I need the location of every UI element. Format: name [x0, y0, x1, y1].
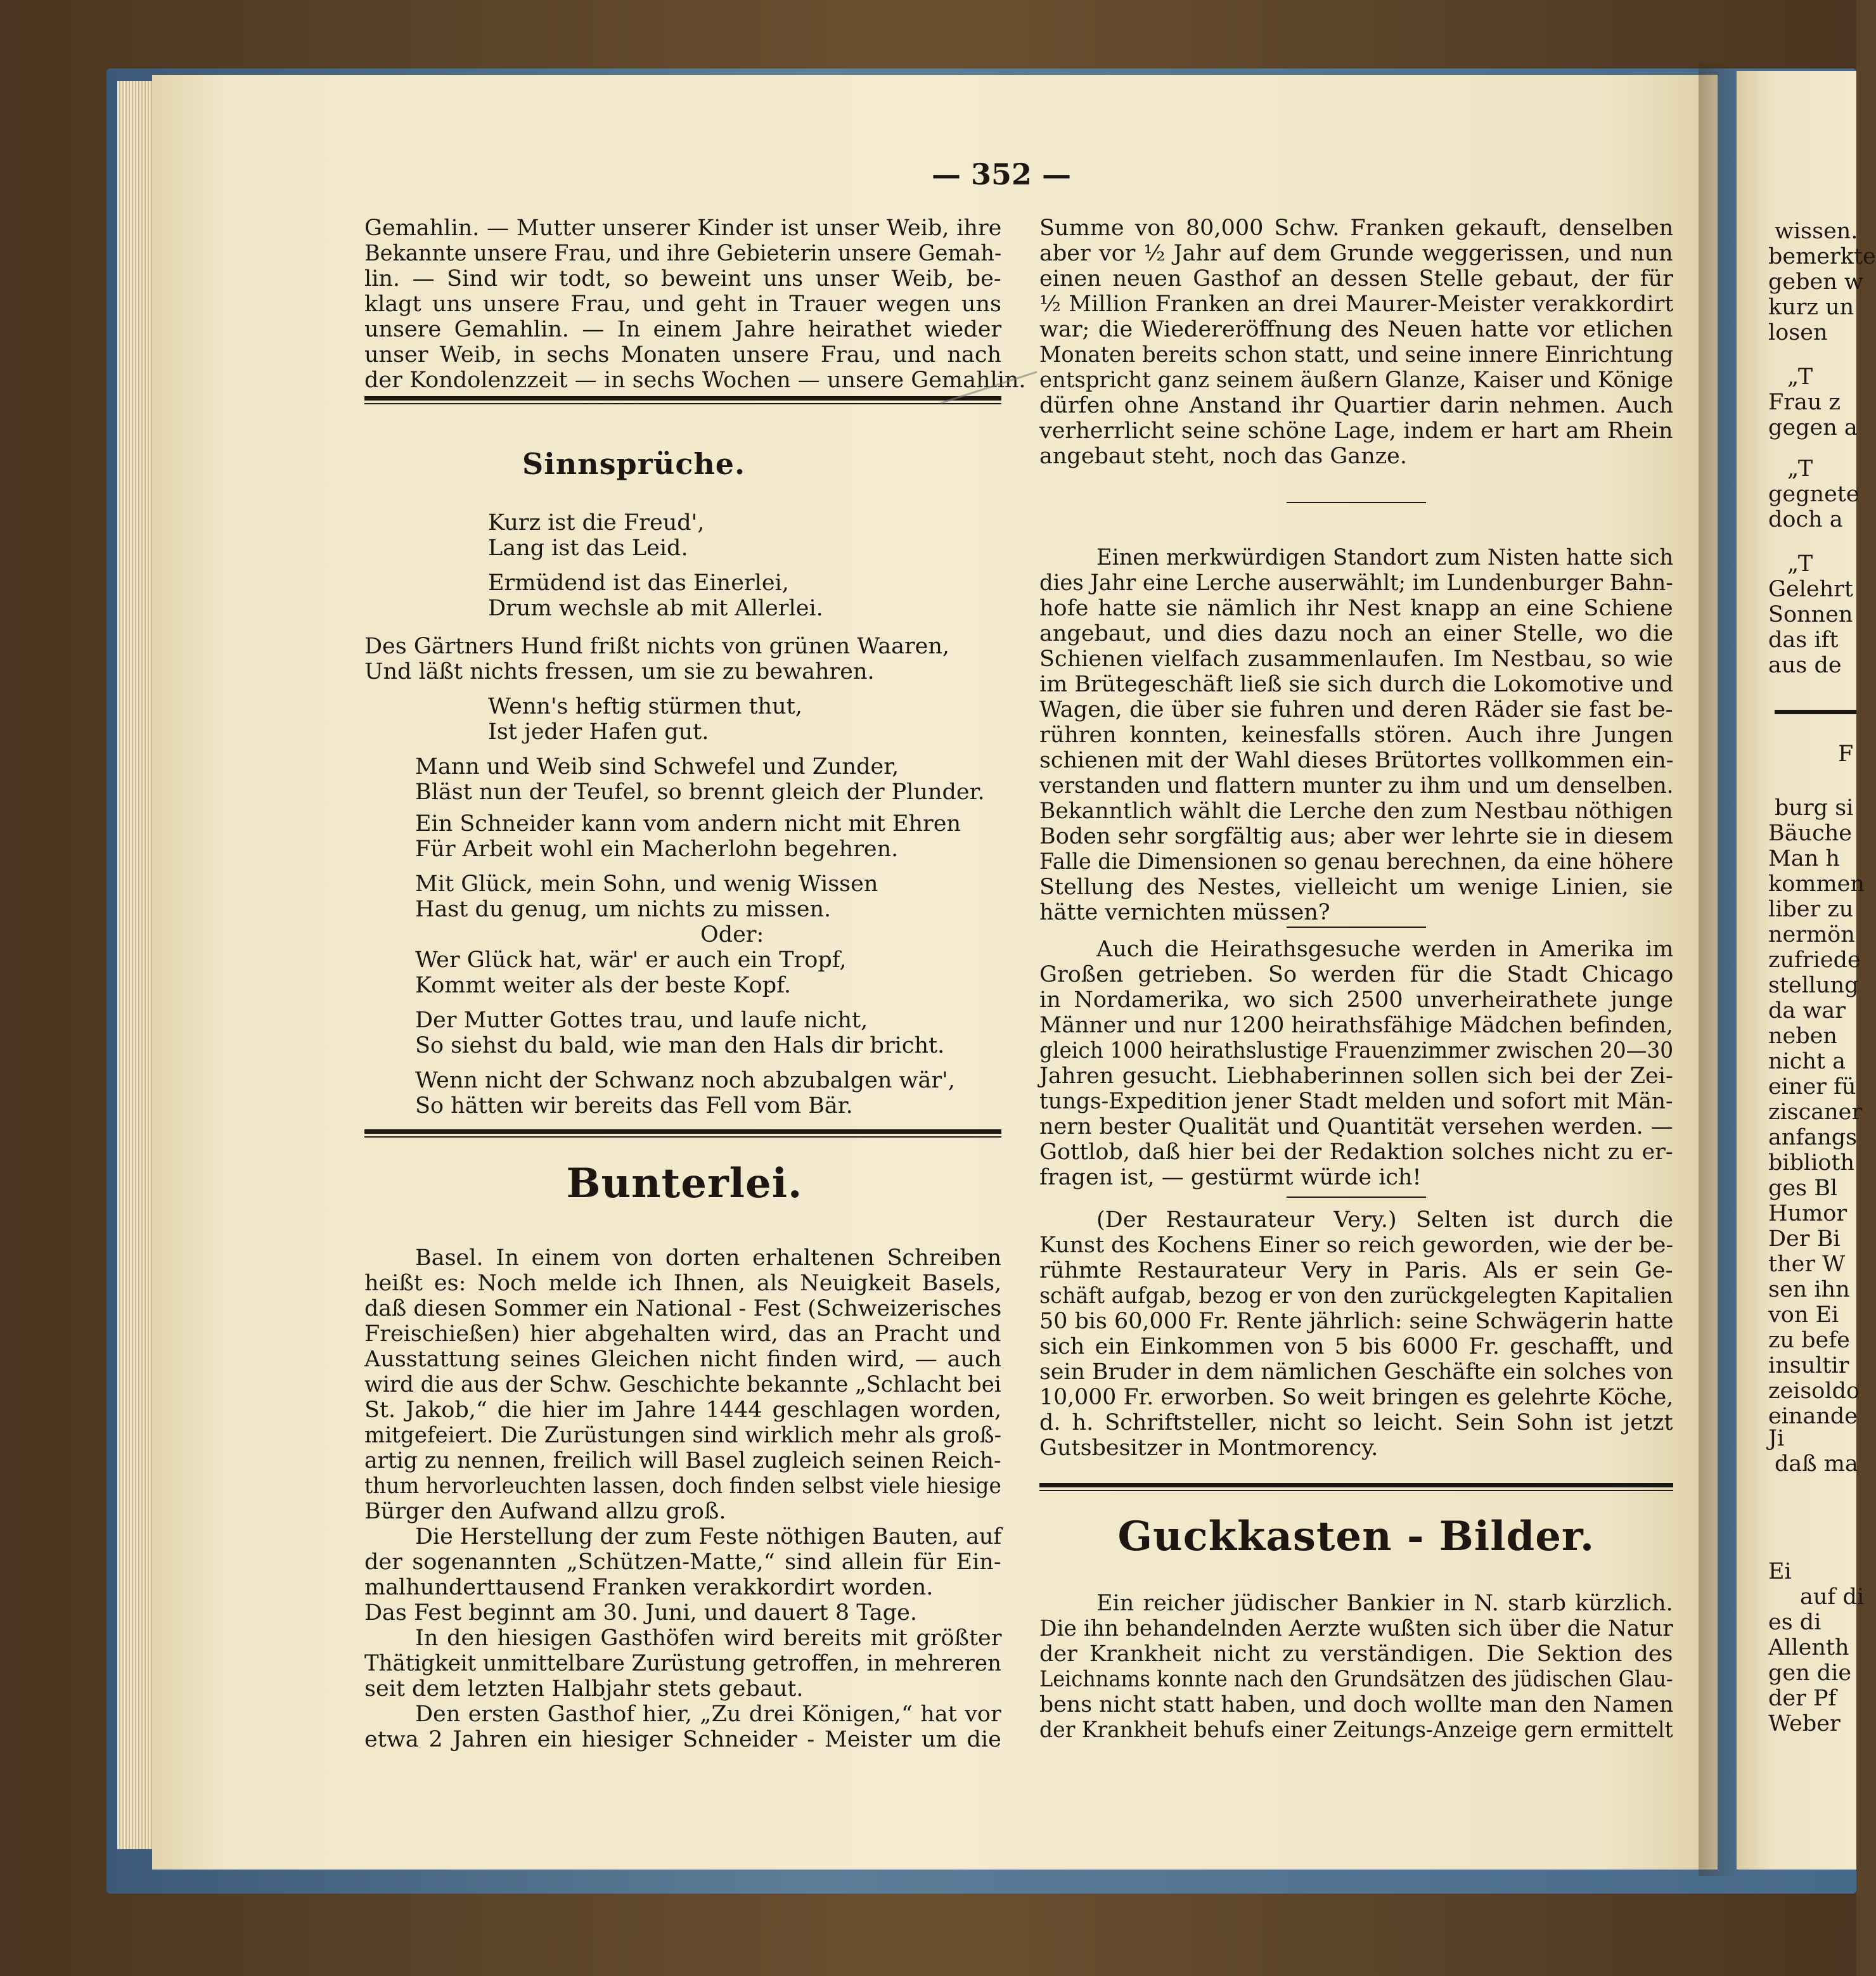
fragment-line: da war	[1768, 998, 1846, 1023]
fragment-line: von Ei	[1768, 1302, 1839, 1328]
article-line: Kunst des Kochens Einer so reich geworden, wie der be-	[1039, 1233, 1674, 1258]
article-line: schäft aufgab, bezog er von den zurückgelegten Kapitalien	[1039, 1283, 1673, 1309]
article-line: aber vor ½ Jahr auf dem Grunde weggerissen, und nun	[1039, 241, 1673, 266]
fragment-line: Ji	[1768, 1426, 1785, 1451]
fragment-line: der Pf	[1768, 1686, 1837, 1711]
article-line: Wagen, die über sie fuhren und deren Räder sie fast be-	[1039, 697, 1673, 722]
article-line: d. h. Schriftsteller, nicht so leicht. Sein Sohn ist jetzt	[1039, 1410, 1673, 1435]
fragment-line: sen ihn	[1768, 1277, 1850, 1302]
fragment-line: daß ma	[1775, 1451, 1858, 1477]
proverb-line: Bläst nun der Teufel, so brennt gleich der Plunder.	[415, 779, 985, 805]
fragment-line: losen	[1768, 320, 1828, 345]
article-line: Boden sehr sorgfältig aus; aber wer lehrte sie in diesem	[1039, 824, 1674, 849]
fragment-line: zeisoldo	[1768, 1378, 1860, 1404]
proverb-line: Ein Schneider kann vom andern nicht mit Ehren	[415, 811, 961, 837]
fragment-line: wissen.	[1775, 219, 1858, 244]
article-line: Auch die Heirathsgesuche werden in Amerika im	[1096, 937, 1674, 962]
article-line: Bekanntlich wählt die Lerche den zum Nestbau nöthigen	[1039, 799, 1673, 824]
article-line: verherrlicht seine schöne Lage, indem er hart am Rhein	[1039, 418, 1673, 444]
fragment-line: burg si	[1775, 795, 1854, 821]
intro-line: unser Weib, in sechs Monaten unsere Frau, und nach	[364, 342, 1001, 368]
article-line: schienen mit der Wahl dieses Brütortes vollkommen ein-	[1039, 748, 1674, 773]
fragment-line: Frau z	[1768, 390, 1841, 415]
fragment-line: neben	[1768, 1023, 1837, 1049]
proverb-line: Hast du genug, um nichts zu missen.	[415, 897, 832, 922]
article-line: Jahren gesucht. Liebhaberinnen sollen sich bei der Zei-	[1039, 1063, 1673, 1089]
article-line: der sogenannten „Schützen-Matte,“ sind allein für Ein-	[364, 1549, 1001, 1575]
article-line: rühmte Restaurateur Very in Paris. Als er sein Ge-	[1039, 1258, 1673, 1283]
section-divider	[364, 403, 1001, 404]
article-line: Summe von 80,000 Schw. Franken gekauft, denselben	[1039, 215, 1674, 241]
proverb-line: Und läßt nichts fressen, um sie zu bewahren.	[364, 659, 875, 684]
article-line: Gottlob, daß hier bei der Redaktion solches nicht zu er-	[1039, 1139, 1673, 1165]
article-line: artig zu nennen, freilich will Basel zugleich seinen Reich-	[364, 1448, 1001, 1473]
article-line: thum hervorleuchten lassen, doch finden selbst viele hiesige	[364, 1473, 1001, 1499]
article-line: rühren konnten, keinesfalls stören. Auch ihre Jungen	[1039, 722, 1673, 748]
proverb-line: Der Mutter Gottes trau, und laufe nicht,	[415, 1008, 868, 1033]
article-line: hätte vernichten müssen?	[1039, 900, 1330, 925]
proverb-line: Des Gärtners Hund frißt nichts von grünen Waaren,	[364, 634, 950, 659]
fragment-line: insultir	[1768, 1353, 1849, 1378]
fragment-line: gegnete	[1768, 482, 1860, 507]
article-line: Leichnams konnte nach den Grundsätzen des jüdischen Glau-	[1039, 1667, 1673, 1692]
article-line: Die Herstellung der zum Feste nöthigen Bauten, auf	[415, 1524, 1002, 1549]
article-line: entspricht ganz seinem äußern Glanze, Kaiser und Könige	[1039, 368, 1674, 393]
fragment-line: einer fü	[1768, 1074, 1856, 1100]
fragment-line: Sonnen	[1768, 602, 1853, 627]
fragment-line: anfangs	[1768, 1125, 1858, 1150]
fragment-line: „T	[1787, 551, 1813, 577]
bunterlei-heading: Bunterlei.	[566, 1160, 803, 1207]
fragment-line: nicht a	[1768, 1049, 1846, 1074]
proverb-line: Lang ist das Leid.	[488, 536, 688, 561]
article-line: Bürger den Aufwand allzu groß.	[364, 1499, 726, 1524]
fragment-line: einande	[1768, 1404, 1858, 1429]
proverb-line: Ermüdend ist das Einerlei,	[488, 570, 789, 596]
proverb-line: Mit Glück, mein Sohn, und wenig Wissen	[415, 871, 878, 897]
sinnsprueche-heading: Sinnsprüche.	[522, 447, 746, 481]
article-line: angebaut, und dies dazu noch an einer Stelle, wo die	[1039, 621, 1674, 646]
article-line: Freischießen) hier abgehalten wird, das an Pracht und	[364, 1321, 1001, 1347]
proverb-line: Kurz ist die Freud',	[488, 510, 705, 536]
fragment-line: bemerkte	[1768, 244, 1876, 269]
intro-line: klagt uns unsere Frau, und geht in Trauer wegen uns	[364, 292, 1001, 317]
intro-line: Bekannte unsere Frau, und ihre Gebieterin unsere Gemah-	[364, 241, 1002, 266]
article-line: mitgefeiert. Die Zurüstungen sind wirklich mehr als groß-	[364, 1423, 1002, 1448]
article-line: nern bester Qualität und Quantität versehen werden. —	[1039, 1114, 1673, 1139]
section-divider	[364, 1129, 1001, 1134]
fragment-line: ther W	[1768, 1252, 1846, 1277]
fragment-line: ziscaner	[1768, 1100, 1863, 1125]
article-line: sich ein Einkommen von 5 bis 6000 Fr. geschafft, und	[1039, 1334, 1674, 1359]
article-line: in Nordamerika, wo sich 2500 unverheirathete junge	[1039, 987, 1674, 1013]
fragment-line: F	[1838, 741, 1854, 767]
article-line: St. Jakob,“ die hier im Jahre 1444 geschlagen worden,	[364, 1397, 1002, 1423]
fragment-line: gen die	[1768, 1660, 1852, 1686]
intro-line: der Kondolenzzeit — in sechs Wochen — unsere Gemahlin.	[364, 368, 1026, 393]
proverb-line: So siehst du bald, wie man den Hals dir bricht.	[415, 1033, 945, 1058]
fragment-line: liber zu	[1768, 897, 1854, 922]
section-divider	[364, 396, 1001, 401]
fragment-line: kurz un	[1768, 295, 1854, 320]
article-divider	[1287, 502, 1426, 503]
proverb-line: Mann und Weib sind Schwefel und Zunder,	[415, 754, 899, 779]
article-line: Schienen vielfach zusammenlaufen. Im Nestbau, so wie	[1039, 646, 1674, 672]
proverb-line: Für Arbeit wohl ein Macherlohn begehren.	[415, 837, 899, 862]
fragment-line: aus de	[1768, 653, 1842, 678]
article-line: Großen getrieben. So werden für die Stadt Chicago	[1039, 962, 1674, 987]
section-divider	[1775, 710, 1856, 714]
intro-line: lin. — Sind wir todt, so beweint uns unser Weib, be-	[364, 266, 1001, 292]
article-line: Falle die Dimensionen so genau berechnen, da eine höhere	[1039, 849, 1674, 875]
article-line: bens nicht statt haben, und doch wollte man den Namen	[1039, 1692, 1674, 1717]
article-line: gleich 1000 heirathslustige Frauenzimmer zwischen 20—30	[1039, 1038, 1674, 1063]
proverb-line: Oder:	[700, 922, 764, 947]
fragment-line: Weber	[1768, 1711, 1841, 1736]
fragment-line: stellung	[1768, 973, 1859, 998]
proverb-line: Drum wechsle ab mit Allerlei.	[488, 596, 823, 621]
proverb-line: So hätten wir bereits das Fell vom Bär.	[415, 1093, 853, 1119]
article-line: Den ersten Gasthof hier, „Zu drei Königen,“ hat vor	[415, 1702, 1001, 1727]
article-line: In den hiesigen Gasthöfen wird bereits mit größter	[415, 1626, 1002, 1651]
article-line: Die ihn behandelnden Aerzte wußten sich über die Natur	[1039, 1616, 1673, 1641]
fragment-line: gegen a	[1768, 415, 1858, 440]
book-gutter	[1699, 63, 1737, 1876]
fragment-line: auf di	[1800, 1584, 1865, 1610]
article-line: dies Jahr eine Lerche auserwählt; im Lundenburger Bahn-	[1039, 570, 1673, 596]
section-divider	[364, 1136, 1001, 1138]
fragment-line: geben w	[1768, 269, 1863, 295]
article-line: daß diesen Sommer ein National - Fest (Schweizerisches	[364, 1296, 1002, 1321]
fragment-line: biblioth	[1768, 1150, 1855, 1176]
article-line: Männer und nur 1200 heirathsfähige Mädchen befinden,	[1039, 1013, 1673, 1038]
article-line: Stellung des Nestes, vielleicht um wenige Linien, sie	[1039, 875, 1673, 900]
article-line: 50 bis 60,000 Fr. Rente jährlich: seine Schwägerin hatte	[1039, 1309, 1674, 1334]
fragment-line: das ift	[1768, 627, 1839, 653]
fragment-line: Allenth	[1768, 1635, 1849, 1660]
article-line: im Brütegeschäft ließ sie sich durch die Lokomotive und	[1039, 672, 1674, 697]
article-divider	[1287, 1197, 1426, 1198]
fragment-line: es di	[1768, 1610, 1821, 1635]
article-line: Ein reicher jüdischer Bankier in N. starb kürzlich.	[1096, 1591, 1673, 1616]
article-line: Monaten bereits schon statt, und seine innere Einrichtung	[1039, 342, 1674, 368]
intro-line: unsere Gemahlin. — In einem Jahre heirathet wieder	[364, 317, 1002, 342]
article-line: angebaut steht, noch das Ganze.	[1039, 444, 1408, 469]
article-line: war; die Wiedereröffnung des Neuen hatte vor etlichen	[1039, 317, 1673, 342]
proverb-line: Wenn's heftig stürmen thut,	[488, 694, 802, 719]
fragment-line: Der Bi	[1768, 1226, 1841, 1252]
article-line: (Der Restaurateur Very.) Selten ist durch die	[1096, 1207, 1674, 1233]
article-line: verstanden und flattern munter zu ihm und um denselben.	[1039, 773, 1674, 799]
intro-line: Gemahlin. — Mutter unserer Kinder ist unser Weib, ihre	[364, 215, 1002, 241]
article-line: heißt es: Noch melde ich Ihnen, als Neuigkeit Basels,	[364, 1271, 1002, 1296]
article-line: Basel. In einem von dorten erhaltenen Schreiben	[415, 1245, 1002, 1271]
article-line: Das Fest beginnt am 30. Juni, und dauert 8 Tage.	[364, 1600, 917, 1626]
proverb-line: Wer Glück hat, wär' er auch ein Tropf,	[415, 947, 847, 973]
fragment-line: doch a	[1768, 507, 1843, 532]
article-line: tungs-Expedition jener Stadt melden und sofort mit Män-	[1039, 1089, 1673, 1114]
article-line: sein Bruder in dem nämlichen Geschäfte ein solches von	[1039, 1359, 1673, 1385]
section-divider	[1039, 1490, 1673, 1491]
article-line: malhunderttausend Franken verakkordirt worden.	[364, 1575, 934, 1600]
article-line: fragen ist, — gestürmt würde ich!	[1039, 1165, 1422, 1190]
fragment-line: zu befe	[1768, 1328, 1850, 1353]
article-line: einen neuen Gasthof an dessen Stelle gebaut, der für	[1039, 266, 1673, 292]
article-line: 10,000 Fr. erworben. So weit bringen es gelehrte Köche,	[1039, 1385, 1674, 1410]
article-line: Gutsbesitzer in Montmorency.	[1039, 1435, 1378, 1461]
fragment-line: Gelehrt	[1768, 577, 1853, 602]
proverb-line: Wenn nicht der Schwanz noch abzubalgen wär',	[415, 1068, 955, 1093]
article-divider	[1287, 927, 1426, 928]
article-line: etwa 2 Jahren ein hiesiger Schneider - Meister um die	[364, 1727, 1001, 1752]
article-line: dürfen ohne Anstand ihr Quartier darin nehmen. Auch	[1039, 393, 1674, 418]
fragment-line: Humor	[1768, 1201, 1847, 1226]
proverb-line: Ist jeder Hafen gut.	[488, 719, 709, 745]
article-line: der Krankheit nicht zu verständigen. Die Sektion des	[1039, 1641, 1673, 1667]
fragment-line: kommen	[1768, 871, 1865, 897]
article-line: Einen merkwürdigen Standort zum Nisten hatte sich	[1096, 545, 1674, 570]
fragment-line: Man h	[1768, 846, 1840, 871]
fragment-line: Ei	[1768, 1559, 1792, 1584]
article-line: Ausstattung seines Gleichen nicht finden wird, — auch	[364, 1347, 1002, 1372]
page-number: — 352 —	[932, 157, 1072, 191]
article-line: Thätigkeit unmittelbare Zurüstung getroffen, in mehreren	[364, 1651, 1001, 1676]
article-line: ½ Million Franken an drei Maurer-Meister verakkordirt	[1039, 292, 1674, 317]
article-line: der Krankheit behufs einer Zeitungs-Anzeige gern ermittelt	[1039, 1717, 1673, 1743]
proverb-line: Kommt weiter als der beste Kopf.	[415, 973, 791, 998]
fragment-line: ges Bl	[1768, 1176, 1838, 1201]
fragment-line: „T	[1787, 456, 1813, 482]
guckkasten-heading: Guckkasten - Bilder.	[1117, 1513, 1595, 1560]
article-line: wird die aus der Schw. Geschichte bekannte „Schlacht bei	[364, 1372, 1001, 1397]
article-line: seit dem letzten Halbjahr stets gebaut.	[364, 1676, 804, 1702]
fragment-line: Bäuche	[1768, 821, 1852, 846]
section-divider	[1039, 1483, 1673, 1487]
fragment-line: nermön	[1768, 922, 1855, 947]
fragment-line: „T	[1787, 364, 1813, 390]
article-line: hofe hatte sie nämlich ihr Nest knapp an eine Schiene	[1039, 596, 1673, 621]
fragment-line: zufriede	[1768, 947, 1861, 973]
